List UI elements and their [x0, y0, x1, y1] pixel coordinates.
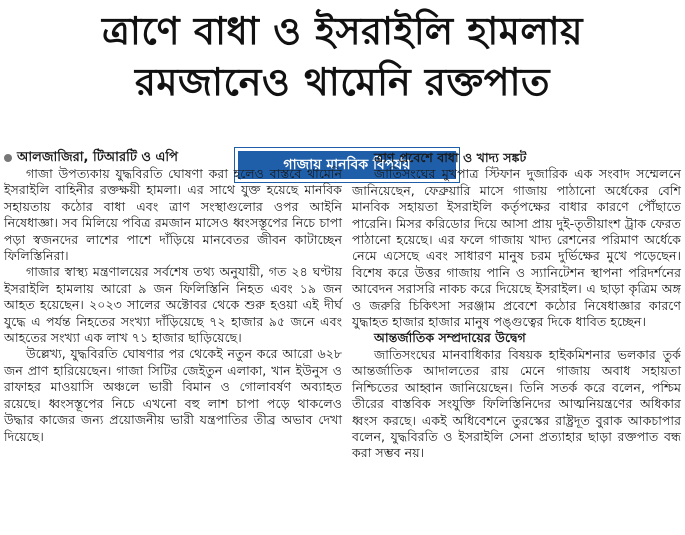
right-column	[352, 150, 681, 462]
headline	[0, 6, 685, 108]
headline-line-2: রমজানেও থামেনি রক্তপাত	[134, 60, 551, 104]
bullet-icon	[4, 154, 12, 162]
right-paragraph: জাতিসংঘের মুখপাত্র স্টিফান দুজারিক এক সংবাদ সম্মেলনে জানিয়েছেন, ফেব্রুয়ারি মাসে গাজায় পাঠানো অর্ধেকের বেশি মানবিক সহায়তা ইসরাইলি কর্তৃপক্ষের বাধার কারণে পৌঁছাতে পারেনি। মিসর করিডোর দিয়ে আসা প্রায় দুই-তৃতীয়াংশ ট্রাক ফেরত পাঠানো হয়েছে। এর ফলে গাজায় খাদ্য রেশনের পরিমাণ অর্ধেকে নেমে এসেছে এবং সাধারণ মানুষ চরম দুর্ভিক্ষের মুখে পড়েছেন। বিশেষ করে উত্তর গাজায় পানি ও স্যানিটেশন স্থাপনা পরিদর্শনের আবেদন সরাসরি নাকচ করে দিয়েছে ইসরাইল। এ ছাড়া কৃত্রিম অঙ্গ ও জরুরি চিকিৎসা সরঞ্জাম প্রবেশে কঠোর নিষেধাজ্ঞার কারণে যুদ্ধাহত হাজার হাজার মানুষ পঙ্গুত্বের দিকে ধাবিত হচ্ছেন।	[352, 166, 681, 330]
right-paragraph: জাতিসংঘের মানবাধিকার বিষয়ক হাইকমিশনার ভলকার তুর্ক আন্তর্জাতিক আদালতের রায় মেনে গাজায় অবাধ সহায়তা নিশ্চিতের আহ্বান জানিয়েছেন। তিনি সতর্ক করে বলেন, পশ্চিম তীরের বাস্তবিক সংযুক্তি ফিলিস্তিনিদের আত্মনিয়ন্ত্রণের অধিকার ধ্বংস করছে। একই অধিবেশনে তুরস্কের রাষ্ট্রদূত বুরাক আকচাপার বলেন, যুদ্ধবিরতি ও ইসরাইলি সেনা প্রত্যাহার ছাড়া রক্তপাত বন্ধ করা সম্ভব নয়।	[352, 346, 681, 461]
section-kicker: গাজায় মানবিক বিপর্যয়	[235, 148, 459, 182]
left-paragraph: গাজা উপত্যকায় যুদ্ধবিরতি ঘোষণা করা হলেও বাস্তবে থামেনি ইসরাইলি বাহিনীর রক্তক্ষয়ী হামলা। এর সাথে যুক্ত হয়েছে মানবিক সহায়তায় কঠোর বাধা এবং ত্রাণ সংস্থাগুলোর ওপর আইনি নিষেধাজ্ঞা। সব মিলিয়ে পবিত্র রমজান মাসেও ধ্বংসস্তূপের নিচে চাপা পড়া স্বজনদের লাশের পাশে দাঁড়িয়ে মানবেতর জীবন কাটাচ্ছেন ফিলিস্তিনিরা।	[4, 166, 342, 264]
left-column	[4, 150, 342, 445]
subhead-aid: ত্রাণ প্রবেশে বাধা ও খাদ্য সঙ্কট	[374, 150, 527, 165]
headline-line-1: ত্রাণে বাধা ও ইসরাইলি হামলায়	[101, 9, 584, 53]
source-credit	[4, 150, 342, 166]
left-paragraph: গাজার স্বাস্থ্য মন্ত্রণালয়ের সর্বশেষ তথ্য অনুযায়ী, গত ২৪ ঘণ্টায় ইসরাইলি হামলায় আরো ৯ জন ফিলিস্তিনি নিহত এবং ১৯ জন আহত হয়েছেন। ২০২৩ সালের অক্টোবর থেকে শুরু হওয়া এই দীর্ঘ যুদ্ধে এ পর্যন্ত নিহতের সংখ্যা দাঁড়িয়েছে ৭২ হাজার ৯৫ জনে এবং আহতের সংখ্যা এক লাখ ৭১ হাজার ছাড়িয়েছে।	[4, 264, 342, 346]
left-paragraph: উল্লেখ্য, যুদ্ধবিরতি ঘোষণার পর থেকেই নতুন করে আরো ৬২৮ জন প্রাণ হারিয়েছেন। গাজা সিটির জেইতুন এলাকা, খান ইউনুস ও রাফাহর মাওয়াসি অঞ্চলে ভারী বিমান ও গোলাবর্ষণ অব্যাহত রয়েছে। ধ্বংসস্তূপের নিচে এখনো বহু লাশ চাপা পড়ে থাকলেও উদ্ধার কাজের জন্য প্রয়োজনীয় ভারী যন্ত্রপাতির তীব্র অভাব দেখা দিয়েছে।	[4, 346, 342, 444]
source-text: আলজাজিরা, টিআরটি ও এপি	[17, 150, 178, 165]
subhead-international: আন্তর্জাতিক সম্প্রদায়ের উদ্বেগ	[374, 330, 526, 346]
